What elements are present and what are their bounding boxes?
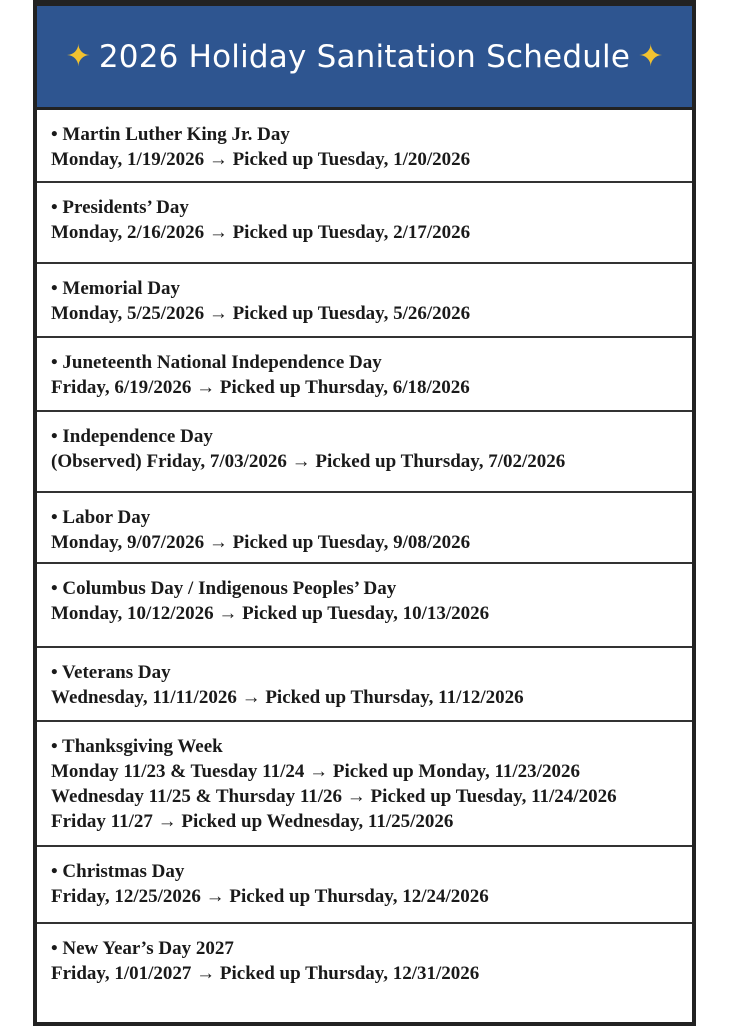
holiday-row [37, 722, 692, 847]
page-title: 2026 Holiday Sanitation Schedule [98, 38, 631, 75]
holiday-name: • Thanksgiving Week [51, 736, 223, 757]
holiday-pickup-line: Monday, 9/07/2026 → Picked up Tuesday, 9/08/2026 [51, 532, 471, 553]
holiday-name: • Independence Day [51, 426, 213, 447]
holiday-row [37, 847, 692, 924]
holiday-pickup-line: Wednesday, 11/11/2026 → Picked up Thursday, 11/12/2026 [51, 687, 524, 708]
holiday-pickup-line: Monday, 2/16/2026 → Picked up Tuesday, 2/17/2026 [51, 222, 471, 243]
star-icon-right: ✦ [638, 38, 664, 74]
holiday-row [37, 924, 692, 1004]
star-icon-left: ✦ [65, 38, 91, 74]
holiday-pickup-line: Friday, 6/19/2026 → Picked up Thursday, 6/18/2026 [51, 377, 470, 398]
holiday-row [37, 412, 692, 493]
schedule-card [33, 0, 696, 1026]
holiday-name: • Martin Luther King Jr. Day [51, 124, 290, 145]
holiday-row [37, 338, 692, 412]
holiday-name: • Memorial Day [51, 278, 181, 299]
holiday-pickup-line: Monday, 1/19/2026 → Picked up Tuesday, 1/20/2026 [51, 149, 471, 170]
holiday-pickup-line: Wednesday 11/25 & Thursday 11/26 → Picked up Tuesday, 11/24/2026 [51, 786, 617, 807]
holiday-name: • Labor Day [51, 507, 151, 528]
holiday-row [37, 110, 692, 183]
holiday-name: • New Year’s Day 2027 [51, 938, 234, 959]
holiday-row [37, 648, 692, 722]
holiday-row [37, 564, 692, 648]
holiday-row [37, 183, 692, 264]
holiday-name: • Presidents’ Day [51, 197, 189, 218]
holiday-pickup-line: Friday 11/27 → Picked up Wednesday, 11/25/2026 [51, 811, 454, 832]
holiday-pickup-line: Monday, 5/25/2026 → Picked up Tuesday, 5/26/2026 [51, 303, 471, 324]
holiday-row [37, 493, 692, 564]
schedule-header [37, 6, 692, 110]
holiday-pickup-line: (Observed) Friday, 7/03/2026 → Picked up Thursday, 7/02/2026 [51, 451, 566, 472]
holiday-name: • Veterans Day [51, 662, 171, 683]
holiday-pickup-line: Friday, 12/25/2026 → Picked up Thursday, 12/24/2026 [51, 886, 489, 907]
holiday-pickup-line: Friday, 1/01/2027 → Picked up Thursday, 12/31/2026 [51, 963, 480, 984]
holiday-row [37, 264, 692, 338]
holiday-name: • Christmas Day [51, 861, 185, 882]
holiday-pickup-line: Monday 11/23 & Tuesday 11/24 → Picked up Monday, 11/23/2026 [51, 761, 580, 782]
holiday-name: • Columbus Day / Indigenous Peoples’ Day [51, 578, 397, 599]
holiday-name: • Juneteenth National Independence Day [51, 352, 382, 373]
holiday-pickup-line: Monday, 10/12/2026 → Picked up Tuesday, 10/13/2026 [51, 603, 490, 624]
